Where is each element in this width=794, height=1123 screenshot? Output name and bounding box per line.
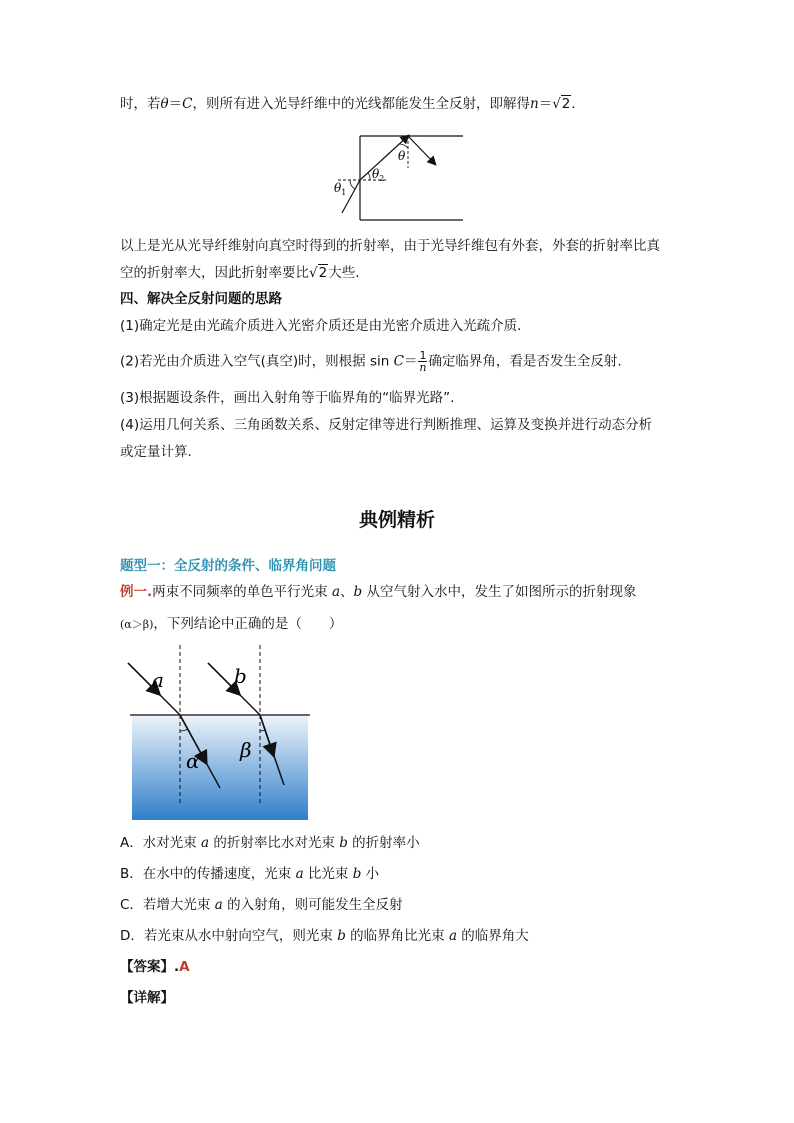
label-a: a bbox=[152, 668, 164, 692]
C-symbol: C bbox=[393, 353, 404, 370]
answer-label: 【答案】. bbox=[120, 959, 180, 975]
step-4-line1: (4)运用几何关系、三角函数关系、反射定律等进行判断推理、运算及变换并进行动态分析 bbox=[120, 417, 653, 433]
text: ＝ bbox=[403, 353, 418, 370]
theta1-label: $\theta_1$ bbox=[334, 181, 347, 197]
theta-symbol: θ bbox=[160, 96, 169, 112]
para2-line2 bbox=[120, 263, 360, 283]
n-symbol: n bbox=[529, 96, 539, 112]
question-stem-line1 bbox=[120, 582, 636, 602]
text: ＝ bbox=[538, 96, 553, 112]
text: ＝ bbox=[168, 96, 183, 112]
section-heading: 四、解决全反射问题的思路 bbox=[120, 291, 282, 307]
question-stem-line2 bbox=[120, 614, 342, 635]
step-1: (1)确定光是由光疏介质进入光密介质还是由光密介质进入光疏介质. bbox=[120, 318, 522, 334]
option-b[interactable]: B．在水中的传播速度，光束 a 比光束 b 小 bbox=[120, 866, 380, 882]
question-type-label: 题型一：全反射的条件、临界角问题 bbox=[120, 558, 336, 574]
condition: (α＞β) bbox=[120, 618, 154, 631]
text: . bbox=[571, 96, 576, 112]
answer-line bbox=[120, 957, 190, 977]
a-symbol: a bbox=[331, 584, 340, 600]
step-2 bbox=[120, 350, 622, 373]
fraction-1-over-n: $\frac{1}{n}$ bbox=[419, 349, 427, 374]
option-a[interactable]: A．水对光束 a 的折射率比水对光束 b 的折射率小 bbox=[120, 835, 420, 851]
option-c[interactable]: C．若增大光束 a 的入射角，则可能发生全反射 bbox=[120, 897, 403, 913]
para2-line1: 以上是光从光导纤维射向真空时得到的折射率，由于光导纤维包有外套，外套的折射率比真 bbox=[120, 238, 660, 254]
theta-label: θ bbox=[398, 149, 406, 163]
detail-label: 【详解】 bbox=[120, 990, 174, 1006]
section-title: 典例精析 bbox=[358, 509, 435, 531]
option-d[interactable]: D．若光束从水中射向空气，则光束 b 的临界角比光束 a 的临界角大 bbox=[120, 928, 529, 944]
label-alpha: α bbox=[186, 749, 200, 773]
C-symbol: C bbox=[182, 96, 193, 112]
text: 、 bbox=[340, 584, 354, 600]
step-3: (3)根据题设条件，画出入射角等于临界角的“临界光路”. bbox=[120, 390, 455, 406]
text: 确定临界角，看是否发生全反射. bbox=[428, 353, 622, 370]
refraction-diagram bbox=[122, 645, 312, 825]
theta2-label: $\theta_2$ bbox=[372, 167, 385, 183]
sqrt-2: √2 bbox=[309, 265, 328, 281]
text: 从空气射入水中，发生了如图所示的折射现象 bbox=[362, 584, 637, 600]
intro-line bbox=[120, 94, 576, 114]
text: 两束不同频率的单色平行光束 bbox=[152, 584, 332, 600]
label-beta: β bbox=[240, 738, 252, 762]
text: ，则所有进入光导纤维中的光线都能发生全反射，即解得 bbox=[192, 96, 530, 112]
fiber-diagram bbox=[330, 128, 470, 223]
b-symbol: b bbox=[353, 584, 363, 600]
text: ，下列结论中正确的是（ ） bbox=[153, 616, 343, 632]
sqrt-2: √2 bbox=[552, 96, 571, 112]
text: (2)若光由介质进入空气(真空)时，则根据 sin bbox=[120, 353, 394, 370]
answer-value: A bbox=[179, 959, 190, 975]
step-4-line2: 或定量计算. bbox=[120, 444, 192, 460]
text: 空的折射率大，因此折射率要比 bbox=[120, 265, 309, 281]
text: 时，若 bbox=[120, 96, 161, 112]
label-b: b bbox=[234, 664, 247, 688]
text: 大些. bbox=[328, 265, 360, 281]
example-label: 例一. bbox=[120, 584, 153, 600]
